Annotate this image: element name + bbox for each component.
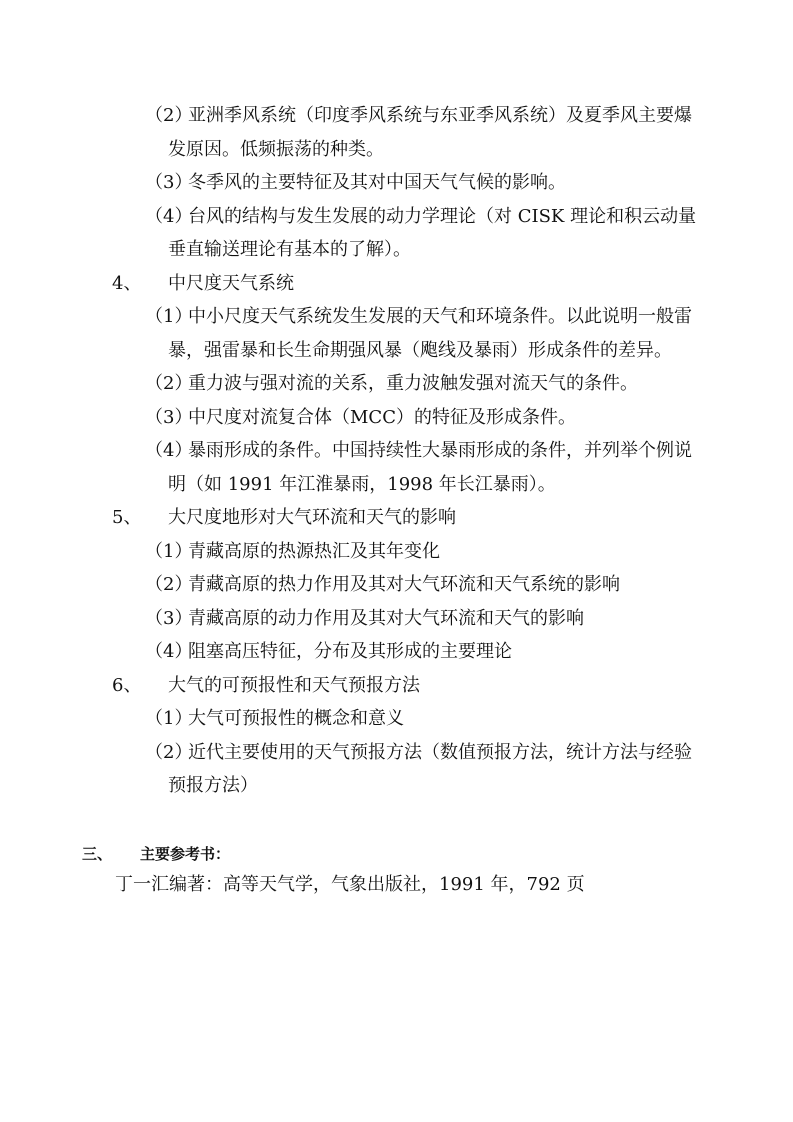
item-number: （3） xyxy=(145,172,193,193)
item-text-continuation: 明（如 1991 年江淮暴雨，1998 年长江暴雨）。 xyxy=(168,474,556,495)
item-text: 中尺度对流复合体（MCC）的特征及形成条件。 xyxy=(188,407,576,428)
section-title: 大尺度地形对大气环流和天气的影响 xyxy=(168,507,456,528)
section-number: 5、 xyxy=(112,507,142,528)
item-number: （1） xyxy=(145,306,193,327)
reference-entry: 丁一汇编著：高等天气学，气象出版社，1991 年，792 页 xyxy=(115,874,585,895)
section-title: 大气的可预报性和天气预报方法 xyxy=(168,675,420,696)
item-number: （2） xyxy=(145,105,193,126)
item-text: 近代主要使用的天气预报方法（数值预报方法，统计方法与经验 xyxy=(188,742,692,763)
item-number: （3） xyxy=(145,608,193,629)
section-title: 中尺度天气系统 xyxy=(168,273,294,294)
item-text: 青藏高原的热力作用及其对大气环流和天气系统的影响 xyxy=(188,574,620,595)
item-number: （2） xyxy=(145,574,193,595)
item-number: （1） xyxy=(145,708,193,729)
item-text: 青藏高原的热源热汇及其年变化 xyxy=(188,541,440,562)
references-number: 三、 xyxy=(82,845,113,863)
item-text: 暴雨形成的条件。中国持续性大暴雨形成的条件，并列举个例说 xyxy=(188,440,692,461)
item-text-continuation: 暴，强雷暴和长生命期强风暴（飑线及暴雨）形成条件的差异。 xyxy=(168,340,672,361)
item-text: 青藏高原的动力作用及其对大气环流和天气的影响 xyxy=(188,608,584,629)
item-number: （4） xyxy=(145,641,193,662)
item-text-continuation: 预报方法） xyxy=(168,775,258,796)
item-text-continuation: 垂直输送理论有基本的了解）。 xyxy=(168,239,411,260)
item-text: 大气可预报性的概念和意义 xyxy=(188,708,404,729)
item-text: 重力波与强对流的关系，重力波触发强对流天气的条件。 xyxy=(188,373,638,394)
item-text: 冬季风的主要特征及其对中国天气气候的影响。 xyxy=(188,172,566,193)
section-number: 6、 xyxy=(112,675,142,696)
item-number: （3） xyxy=(145,407,193,428)
item-number: （1） xyxy=(145,541,193,562)
references-heading: 主要参考书： xyxy=(140,845,231,863)
item-number: （4） xyxy=(145,440,193,461)
item-text: 台风的结构与发生发展的动力学理论（对 CISK 理论和积云动量 xyxy=(188,206,697,227)
item-text: 中小尺度天气系统发生发展的天气和环境条件。以此说明一般雷 xyxy=(188,306,692,327)
item-text: 阻塞高压特征，分布及其形成的主要理论 xyxy=(188,641,512,662)
item-text-continuation: 发原因。低频振荡的种类。 xyxy=(168,139,384,160)
item-text: 亚洲季风系统（印度季风系统与东亚季风系统）及夏季风主要爆 xyxy=(188,105,692,126)
section-number: 4、 xyxy=(112,273,142,294)
item-number: （2） xyxy=(145,742,193,763)
item-number: （2） xyxy=(145,373,193,394)
item-number: （4） xyxy=(145,206,193,227)
